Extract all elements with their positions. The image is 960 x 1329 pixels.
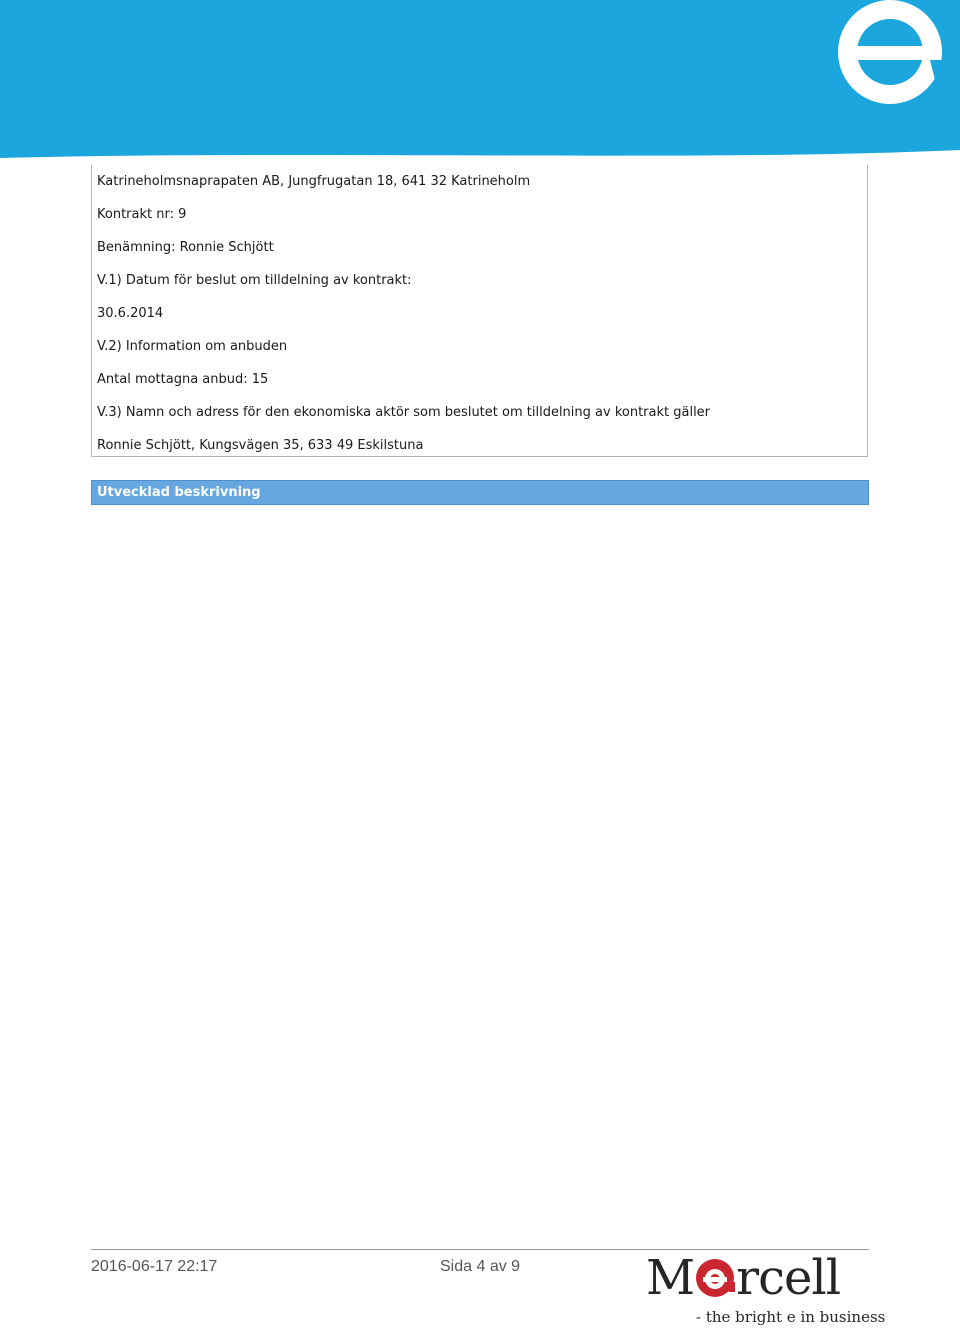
contract-name: Benämning: Ronnie Schjött (97, 240, 274, 255)
section-title-utvecklad-beskrivning: Utvecklad beskrivning (91, 480, 869, 505)
contract-details-box (91, 165, 868, 457)
operator-heading: V.3) Namn och adress för den ekonomiska aktör som beslutet om tilldelning av kontrakt gäller (97, 405, 711, 420)
footer-timestamp: 2016-06-17 22:17 (91, 1258, 218, 1275)
header-banner (0, 0, 960, 165)
logo-e-icon (695, 1258, 735, 1298)
award-date-heading: V.1) Datum för beslut om tilldelning av kontrakt: (97, 273, 412, 288)
bids-info-heading: V.2) Information om anbuden (97, 339, 288, 354)
contractor-address: Katrineholmsnaprapaten AB, Jungfrugatan 18, 641 32 Katrineholm (97, 174, 531, 189)
award-date-value: 30.6.2014 (97, 306, 164, 321)
operator-name-address: Ronnie Schjött, Kungsvägen 35, 633 49 Eskilstuna (97, 438, 424, 453)
company-logo (640, 1250, 886, 1329)
logo-letter-m: M (646, 1250, 695, 1306)
header-wave-graphic (0, 0, 960, 165)
contract-number: Kontrakt nr: 9 (97, 207, 187, 222)
footer-page-number: Sida 4 av 9 (440, 1258, 521, 1275)
bids-received-count: Antal mottagna anbud: 15 (97, 372, 269, 387)
logo-tagline: - the bright e in business (696, 1308, 886, 1326)
logo-wordmark (646, 1252, 840, 1304)
logo-letters-rcell: rcell (736, 1250, 841, 1306)
